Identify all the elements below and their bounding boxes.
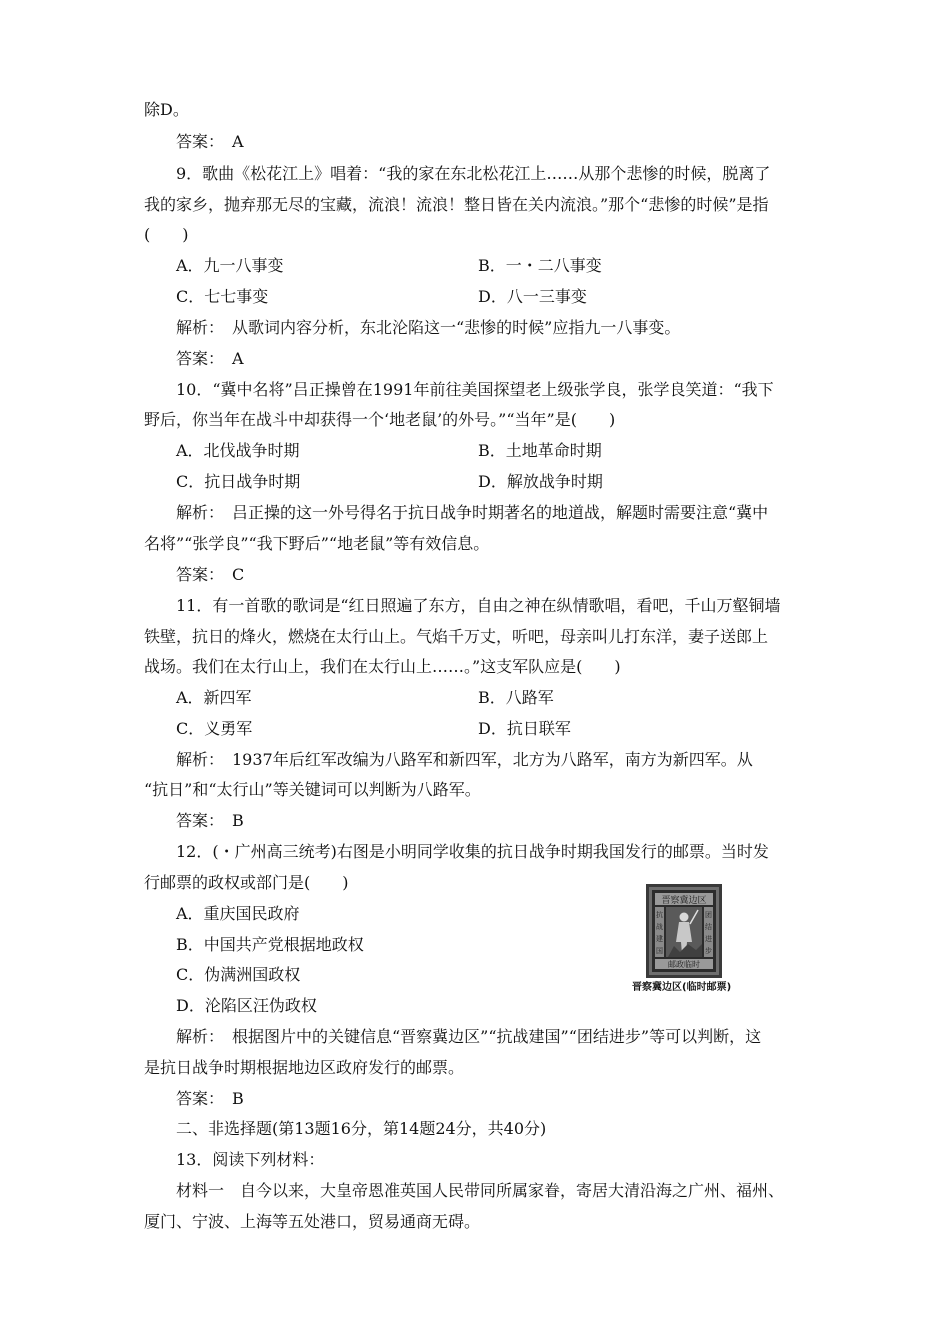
- answer-blank: ( ): [144, 225, 189, 244]
- section-heading: 二、非选择题(第13题16分，第14题24分，共40分): [176, 1119, 547, 1138]
- stamp-side-char: 进: [705, 935, 712, 943]
- stamp-side-char: 战: [656, 923, 663, 931]
- stamp-side-char: 结: [705, 923, 712, 931]
- stamp-side-char: 建: [656, 935, 663, 943]
- option-c: C．抗日战争时期: [176, 472, 301, 491]
- stamp-image: [646, 884, 722, 978]
- option-b: B．八路军: [478, 688, 554, 707]
- answer-line: 答案： A: [176, 132, 244, 151]
- text-line: 厦门、宁波、上海等五处港口，贸易通商无碍。: [144, 1212, 481, 1231]
- stamp-side-char: 抗: [656, 911, 663, 919]
- text-line: 行邮票的政权或部门是( ): [144, 873, 349, 892]
- text-line: “抗日”和“太行山”等关键词可以判断为八路军。: [144, 780, 481, 799]
- text-line: 战场。我们在太行山上，我们在太行山上……。”这支军队应是( ): [144, 657, 621, 676]
- text-line: 除D。: [144, 100, 189, 119]
- question-10: 10．“冀中名将”吕正操曾在1991年前往美国探望老上级张学良，张学良笑道：“我下: [176, 380, 774, 399]
- answer-line: 答案： B: [176, 811, 244, 830]
- figure-caption: 晋察冀边区(临时邮票): [632, 982, 732, 993]
- text-line: 野后，你当年在战斗中却获得一个‘地老鼠’的外号。”“当年”是( ): [144, 410, 616, 429]
- material-line: 材料一 自今以来，大皇帝恩准英国人民带同所属家眷，寄居大清沿海之广州、福州、: [176, 1181, 785, 1200]
- analysis-line: 解析： 吕正操的这一外号得名于抗日战争时期著名的地道战，解题时需要注意“冀中: [176, 503, 769, 522]
- option-a: A．九一八事变: [176, 256, 284, 275]
- answer-line: 答案： C: [176, 565, 245, 584]
- question-11: 11．有一首歌的歌词是“红日照遍了东方，自由之神在纵情歌唱，看吧，千山万壑铜墙: [176, 596, 781, 615]
- text-line: 是抗日战争时期根据地边区政府发行的邮票。: [144, 1058, 465, 1077]
- analysis-line: 解析： 从歌词内容分析，东北沦陷这一“悲惨的时候”应指九一八事变。: [176, 318, 681, 337]
- question-12: 12．(・广州高三统考)右图是小明同学收集的抗日战争时期我国发行的邮票。当时发: [176, 842, 769, 861]
- stamp-side-char: 团: [705, 911, 712, 919]
- option-a: A．新四军: [176, 688, 252, 707]
- analysis-line: 解析： 根据图片中的关键信息“晋察冀边区”“抗战建国”“团结进步”等可以判断，这: [176, 1027, 762, 1046]
- option-d: D．解放战争时期: [478, 472, 603, 491]
- question-13: 13．阅读下列材料：: [176, 1150, 325, 1169]
- option-c: C．伪满洲国政权: [176, 965, 301, 984]
- option-b: B．中国共产党根据地政权: [176, 935, 364, 954]
- option-b: B．一・二八事变: [478, 256, 602, 275]
- stamp-side-char: 国: [656, 947, 663, 955]
- text-line: 名将”“张学良”“我下野后”“地老鼠”等有效信息。: [144, 534, 490, 553]
- option-d: D．沦陷区汪伪政权: [176, 996, 317, 1015]
- answer-line: 答案： B: [176, 1089, 244, 1108]
- answer-line: 答案： A: [176, 349, 244, 368]
- option-c: C．义勇军: [176, 719, 253, 738]
- option-b: B．土地革命时期: [478, 441, 602, 460]
- option-d: D．八一三事变: [478, 287, 587, 306]
- text-line: 我的家乡，抛弃那无尽的宝藏，流浪！流浪！整日皆在关内流浪。”那个“悲惨的时候”是指: [144, 195, 769, 214]
- analysis-line: 解析： 1937年后红军改编为八路军和新四军，北方为八路军，南方为新四军。从: [176, 750, 753, 769]
- option-d: D．抗日联军: [478, 719, 571, 738]
- stamp-bottom-text: 邮政临时: [668, 960, 700, 969]
- option-a: A．北伐战争时期: [176, 441, 300, 460]
- option-c: C．七七事变: [176, 287, 269, 306]
- stamp-side-char: 步: [705, 947, 712, 955]
- text-line: 铁壁，抗日的烽火，燃烧在太行山上。气焰千万丈，听吧，母亲叫儿打东洋，妻子送郎上: [144, 627, 769, 646]
- stamp-top-text: 晋察冀边区: [661, 896, 707, 906]
- question-9: 9．歌曲《松花江上》唱着：“我的家在东北松花江上……从那个悲惨的时候，脱离了: [176, 164, 771, 183]
- stamp-graphic: [646, 884, 722, 978]
- option-a: A．重庆国民政府: [176, 904, 300, 923]
